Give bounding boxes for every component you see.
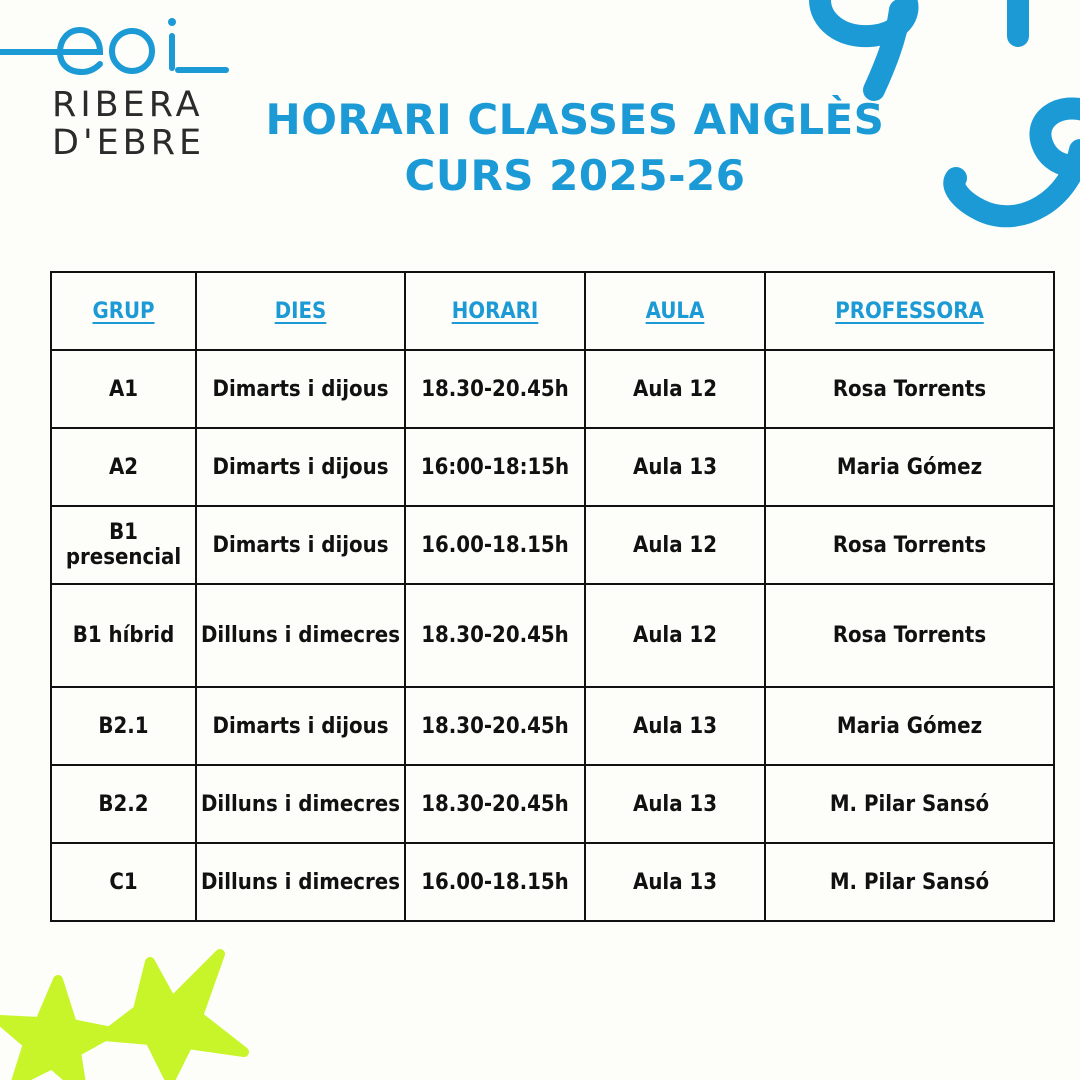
cell-grup: A2 — [51, 428, 196, 506]
cell-aula: Aula 12 — [585, 584, 765, 687]
header-professora: PROFESSORA — [765, 272, 1054, 350]
cell-professora: Rosa Torrents — [765, 584, 1054, 687]
cell-dies: Dimarts i dijous — [196, 428, 405, 506]
schedule-table — [50, 271, 1055, 922]
cell-horari: 18.30-20.45h — [405, 350, 585, 428]
cell-grup: B2.2 — [51, 765, 196, 843]
cell-horari: 16.00-18.15h — [405, 843, 585, 921]
table-header-row — [51, 272, 1054, 350]
table-row — [51, 350, 1054, 428]
cell-horari: 16.00-18.15h — [405, 506, 585, 584]
cell-grup: B2.1 — [51, 687, 196, 765]
cell-aula: Aula 13 — [585, 428, 765, 506]
cell-professora: M. Pilar Sansó — [765, 765, 1054, 843]
cell-horari: 18.30-20.45h — [405, 687, 585, 765]
cell-horari: 18.30-20.45h — [405, 765, 585, 843]
title-line-2: CURS 2025-26 — [404, 151, 746, 200]
logo-line-2: D'EBRE — [52, 123, 206, 163]
page-title — [240, 92, 910, 204]
cell-grup: C1 — [51, 843, 196, 921]
eoi-logo — [0, 0, 240, 180]
cell-professora: Maria Gómez — [765, 428, 1054, 506]
eoi-logo-icon — [0, 0, 240, 80]
table-row — [51, 428, 1054, 506]
header-dies: DIES — [196, 272, 405, 350]
cell-dies: Dilluns i dimecres — [196, 843, 405, 921]
cell-grup: B1 híbrid — [51, 584, 196, 687]
table-row — [51, 687, 1054, 765]
cell-aula: Aula 12 — [585, 350, 765, 428]
cell-dies: Dilluns i dimecres — [196, 765, 405, 843]
header-aula: AULA — [585, 272, 765, 350]
cell-grup: A1 — [51, 350, 196, 428]
header-grup: GRUP — [51, 272, 196, 350]
table-row — [51, 506, 1054, 584]
cell-aula: Aula 12 — [585, 506, 765, 584]
cell-aula: Aula 13 — [585, 687, 765, 765]
cell-professora: Rosa Torrents — [765, 350, 1054, 428]
table-row — [51, 584, 1054, 687]
logo-line-1: RIBERA — [52, 85, 204, 125]
table-row — [51, 765, 1054, 843]
header-horari: HORARI — [405, 272, 585, 350]
cell-grup: B1 presencial — [51, 506, 196, 584]
cell-aula: Aula 13 — [585, 765, 765, 843]
cell-dies: Dimarts i dijous — [196, 350, 405, 428]
cell-dies: Dimarts i dijous — [196, 506, 405, 584]
cell-dies: Dimarts i dijous — [196, 687, 405, 765]
cell-dies: Dilluns i dimecres — [196, 584, 405, 687]
title-line-1: HORARI CLASSES ANGLÈS — [265, 95, 885, 144]
cell-horari: 16:00-18:15h — [405, 428, 585, 506]
cell-professora: Maria Gómez — [765, 687, 1054, 765]
cell-aula: Aula 13 — [585, 843, 765, 921]
star-icon — [0, 940, 260, 1080]
table-row — [51, 843, 1054, 921]
cell-horari: 18.30-20.45h — [405, 584, 585, 687]
cell-professora: M. Pilar Sansó — [765, 843, 1054, 921]
cell-professora: Rosa Torrents — [765, 506, 1054, 584]
